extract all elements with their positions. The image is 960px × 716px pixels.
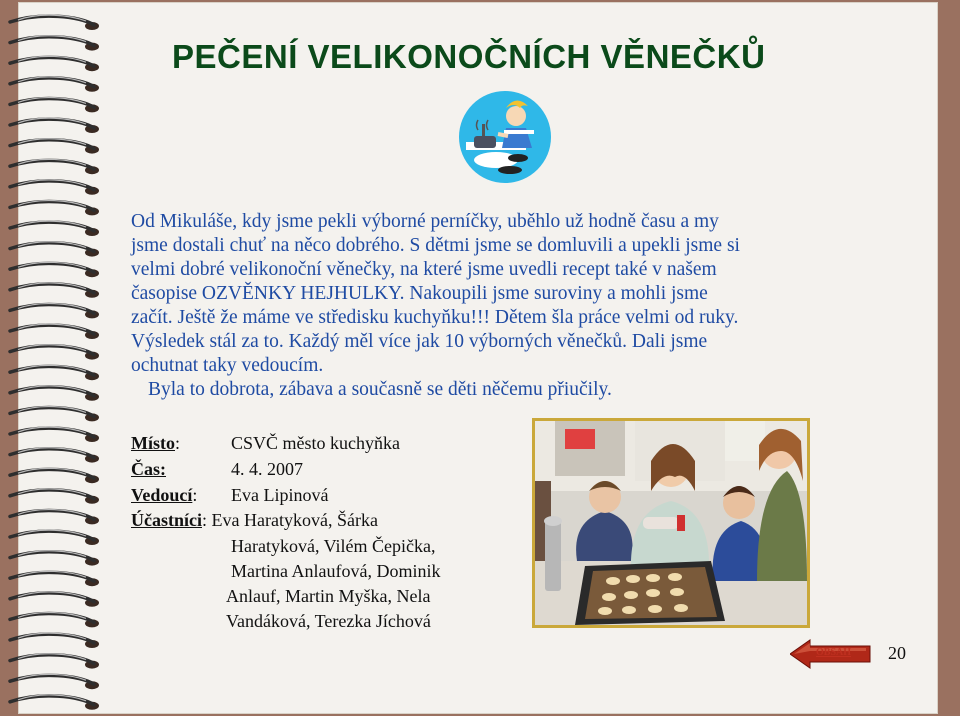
binding-ring (10, 490, 94, 499)
binding-ring (10, 366, 94, 375)
binding-ring (10, 284, 94, 293)
binding-ring (10, 469, 94, 478)
ucastnici-first-line: : Eva Haratyková, Šárka (202, 510, 378, 530)
intro-line: časopise OZVĚNKY HEJHULKY. Nakoupili jsme suroviny a mohli jsme (131, 283, 708, 304)
cooking-boy-clipart (458, 90, 552, 184)
intro-line: Od Mikuláše, kdy jsme pekli výborné perníčky, uběhlo už hodně času a my (131, 211, 719, 232)
binding-ring (10, 346, 94, 355)
binding-ring (10, 387, 94, 396)
binding-ring (10, 696, 94, 705)
cas-value: 4. 4. 2007 (231, 459, 303, 479)
intro-paragraph (131, 210, 871, 378)
binding-ring (10, 325, 94, 334)
kitchen-photo-image (535, 421, 807, 625)
info-vedouci (131, 485, 329, 506)
binding-ring (10, 78, 94, 87)
binding-ring (10, 37, 94, 46)
binding-ring (10, 572, 94, 581)
binding-ring (10, 202, 94, 211)
intro-line: ochutnat taky vedoucím. (131, 355, 324, 376)
contents-link[interactable]: OBSAH (816, 647, 852, 658)
binding-ring (10, 16, 94, 25)
cas-label: Čas: (131, 459, 166, 479)
info-ucastnici (131, 510, 378, 531)
ucastnici-label: Účastníci (131, 510, 202, 530)
binding-ring (10, 408, 94, 417)
misto-value: CSVČ město kuchyňka (231, 433, 400, 453)
binding-ring (10, 593, 94, 602)
binding-ring (10, 552, 94, 561)
binding-ring (10, 449, 94, 458)
intro-line: velmi dobré velikonoční věnečky, na které jsme uvedli recept také v našem (131, 259, 717, 280)
vedouci-sep: : (192, 485, 198, 505)
binding-ring (10, 531, 94, 540)
binding-ring (10, 675, 94, 684)
intro-line: Výsledek stál za to. Každý měl více jak 10 výborných věnečků. Dali jsme (131, 331, 708, 352)
kitchen-photo (532, 418, 810, 628)
binding-ring (10, 634, 94, 643)
info-cas (131, 459, 303, 480)
vedouci-value: Eva Lipinová (231, 485, 329, 505)
binding-ring (10, 305, 94, 314)
misto-sep: : (175, 433, 181, 453)
intro-line: začít. Ještě že máme ve středisku kuchyňku!!! Dětem šla práce velmi od ruky. (131, 307, 739, 328)
intro-line: jsme dostali chuť na něco dobrého. S dětmi jsme se domluvili a upekli jsme si (131, 235, 740, 256)
binding-ring (10, 428, 94, 437)
page-title: PEČENÍ VELIKONOČNÍCH VĚNEČKŮ (172, 38, 766, 75)
binding-ring (10, 140, 94, 149)
info-misto (131, 433, 400, 454)
binding-ring (10, 181, 94, 190)
intro-closing-sentence: Byla to dobrota, zábava a současně se děti něčemu přiučily. (148, 379, 612, 400)
ucastnici-line: Anlauf, Martin Myška, Nela (226, 586, 431, 606)
binding-ring (10, 263, 94, 272)
binding-ring (10, 614, 94, 623)
ucastnici-line: Martina Anlaufová, Dominik (231, 561, 441, 581)
binding-ring (10, 511, 94, 520)
binding-ring (10, 57, 94, 66)
ucastnici-line: Vandáková, Terezka Jíchová (226, 611, 431, 631)
binding-ring (10, 119, 94, 128)
binding-ring (10, 243, 94, 252)
binding-ring (10, 99, 94, 108)
ucastnici-line: Haratyková, Vilém Čepička, (231, 536, 436, 556)
misto-label: Místo (131, 433, 175, 453)
binding-ring (10, 655, 94, 664)
page-number: 20 (888, 643, 906, 663)
binding-ring (10, 160, 94, 169)
binding-ring (10, 222, 94, 231)
spiral-binding (0, 0, 110, 716)
vedouci-label: Vedoucí (131, 485, 193, 505)
